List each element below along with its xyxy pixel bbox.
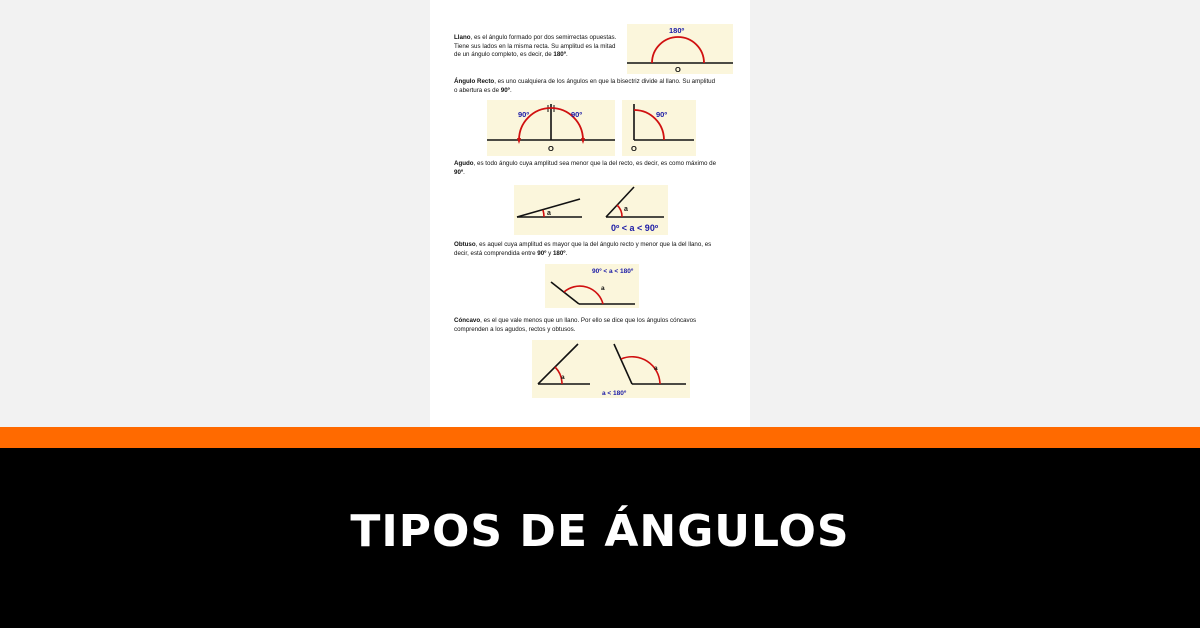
agudo-paragraph: Agudo, es todo ángulo cuya amplitud sea menor que la del recto, es decir, es como máximo de 90º. [454, 160, 717, 176]
llano-diagram [627, 24, 733, 74]
recto-diagram-single [622, 100, 696, 156]
recto-single-vertex: O [631, 144, 637, 153]
recto-figure-right [622, 100, 696, 156]
recto-vertex-label: O [548, 144, 554, 153]
obtuso-term: Obtuso [454, 241, 476, 248]
concavo-range: a < 180º [602, 390, 627, 397]
obtuso-angle: a [601, 285, 605, 292]
recto-term: Ángulo Recto [454, 78, 495, 85]
concavo-term: Cóncavo [454, 317, 481, 324]
concavo-paragraph: Cóncavo, es el que vale menos que un llano. Por ello se dice que los ángulos cóncavos comprenden a los agudos, rectos y obtusos. [454, 317, 697, 333]
recto-label-left: 90º [518, 110, 530, 119]
agudo-angle-a: a [547, 210, 551, 217]
concavo-angle-b: a [654, 365, 658, 372]
llano-figure [627, 24, 733, 74]
agudo-angle-b: a [624, 206, 628, 213]
agudo-term: Agudo [454, 160, 474, 167]
agudo-figure [514, 185, 668, 235]
accent-bar [0, 427, 1200, 448]
obtuso-range: 90º < a < 180º [592, 268, 634, 275]
recto-paragraph: Ángulo Recto, es uno cualquiera de los ángulos en que la bisectriz divide al llano. Su amplitud o abertura es de 90º. [454, 78, 716, 94]
obtuso-paragraph: Obtuso, es aquel cuya amplitud es mayor que la del ángulo recto y menor que la del llano, es decir, está comprendida entre 90º y 180º. [454, 241, 712, 257]
recto-diagram-double [487, 100, 615, 156]
agudo-diagram [514, 185, 668, 235]
concavo-diagram [532, 340, 690, 398]
document-page [430, 0, 750, 428]
obtuso-diagram [545, 264, 639, 308]
concavo-angle-a: a [561, 374, 565, 381]
llano-arc [652, 37, 704, 63]
recto-single-label: 90º [656, 110, 668, 119]
llano-term: Llano [454, 34, 471, 41]
recto-label-right: 90º [571, 110, 583, 119]
concavo-figure [532, 340, 690, 398]
obtuso-figure [545, 264, 639, 308]
llano-vertex-label: O [675, 65, 681, 74]
banner-title: TIPOS DE ÁNGULOS [350, 506, 850, 557]
recto-figure-left [487, 100, 615, 156]
llano-paragraph: Llano, es el ángulo formado por dos semirrectas opuestas. Tiene sus lados en la misma recta. Su amplitud es la mitad de un ángulo completo, es decir, de 180º. [454, 34, 617, 59]
llano-angle-label: 180º [669, 26, 685, 35]
agudo-range: 0º < a < 90º [611, 223, 659, 233]
